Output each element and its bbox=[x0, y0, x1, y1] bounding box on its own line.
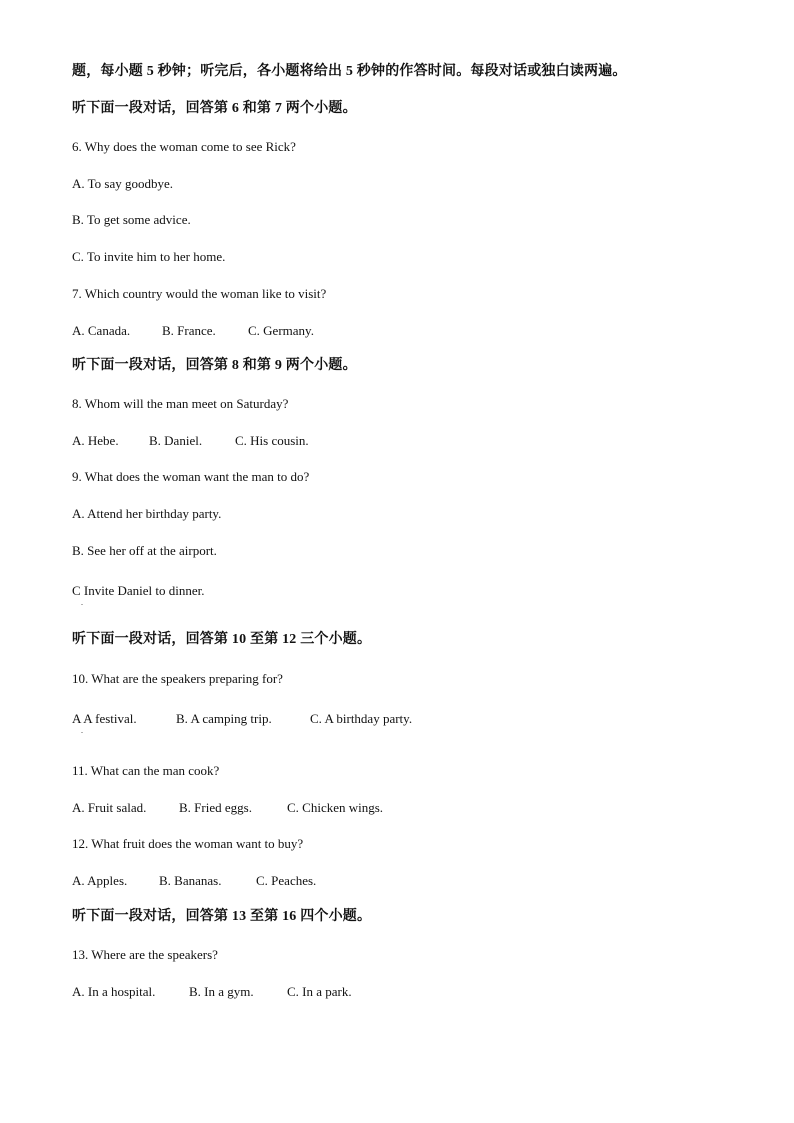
answer-option: B. Bananas. bbox=[159, 873, 222, 888]
answer-option: B. See her off at the airport. bbox=[72, 543, 217, 558]
question-text: 12. What fruit does the woman want to buy? bbox=[72, 836, 304, 851]
question-text: 11. What can the man cook? bbox=[72, 763, 220, 778]
answer-option: A. Attend her birthday party. bbox=[72, 506, 222, 521]
option-row bbox=[72, 984, 352, 1000]
question-text: 7. Which country would the woman like to visit? bbox=[72, 286, 327, 301]
answer-option: B. Daniel. bbox=[149, 433, 203, 448]
answer-option: A. In a hospital. bbox=[72, 984, 156, 999]
answer-option: C. In a park. bbox=[287, 984, 352, 999]
question-text: 6. Why does the woman come to see Rick? bbox=[72, 139, 296, 154]
section-heading: 听下面一段对话，回答第 13 至第 16 四个小题。 bbox=[72, 909, 372, 924]
punctuation-dot: . bbox=[81, 726, 83, 735]
option-row bbox=[72, 873, 316, 889]
answer-option: A A festival. bbox=[72, 711, 137, 726]
answer-option: A. Hebe. bbox=[72, 433, 119, 448]
answer-option: B. A camping trip. bbox=[176, 711, 272, 726]
question-text: 9. What does the woman want the man to do? bbox=[72, 469, 310, 484]
answer-option: C. Germany. bbox=[248, 323, 314, 338]
answer-option: B. France. bbox=[162, 323, 216, 338]
option-row bbox=[72, 433, 309, 449]
question-text: 8. Whom will the man meet on Saturday? bbox=[72, 396, 289, 411]
section-heading: 听下面一段对话，回答第 8 和第 9 两个小题。 bbox=[72, 358, 357, 373]
question-text: 13. Where are the speakers? bbox=[72, 947, 218, 962]
option-row bbox=[72, 711, 412, 727]
answer-option: B. In a gym. bbox=[189, 984, 254, 999]
answer-option: C. His cousin. bbox=[235, 433, 309, 448]
answer-option: A. Canada. bbox=[72, 323, 131, 338]
answer-option: C. To invite him to her home. bbox=[72, 249, 226, 264]
section-heading: 听下面一段对话，回答第 10 至第 12 三个小题。 bbox=[72, 632, 372, 647]
answer-option: A. Fruit salad. bbox=[72, 800, 147, 815]
answer-option: A. Apples. bbox=[72, 873, 128, 888]
answer-option: C. A birthday party. bbox=[310, 711, 413, 726]
answer-option: B. To get some advice. bbox=[72, 212, 191, 227]
option-row bbox=[72, 800, 383, 816]
question-text: 10. What are the speakers preparing for? bbox=[72, 671, 283, 686]
answer-option: C Invite Daniel to dinner. bbox=[72, 583, 205, 598]
answer-option: C. Chicken wings. bbox=[287, 800, 384, 815]
option-row bbox=[72, 323, 314, 339]
answer-option: B. Fried eggs. bbox=[179, 800, 252, 815]
instruction-line: 题，每小题 5 秒钟；听完后，各小题将给出 5 秒钟的作答时间。每段对话或独白读两遍。 bbox=[72, 64, 627, 79]
section-heading: 听下面一段对话，回答第 6 和第 7 两个小题。 bbox=[72, 101, 357, 116]
punctuation-dot: . bbox=[81, 598, 83, 607]
answer-option: C. Peaches. bbox=[256, 873, 317, 888]
answer-option: A. To say goodbye. bbox=[72, 176, 174, 191]
